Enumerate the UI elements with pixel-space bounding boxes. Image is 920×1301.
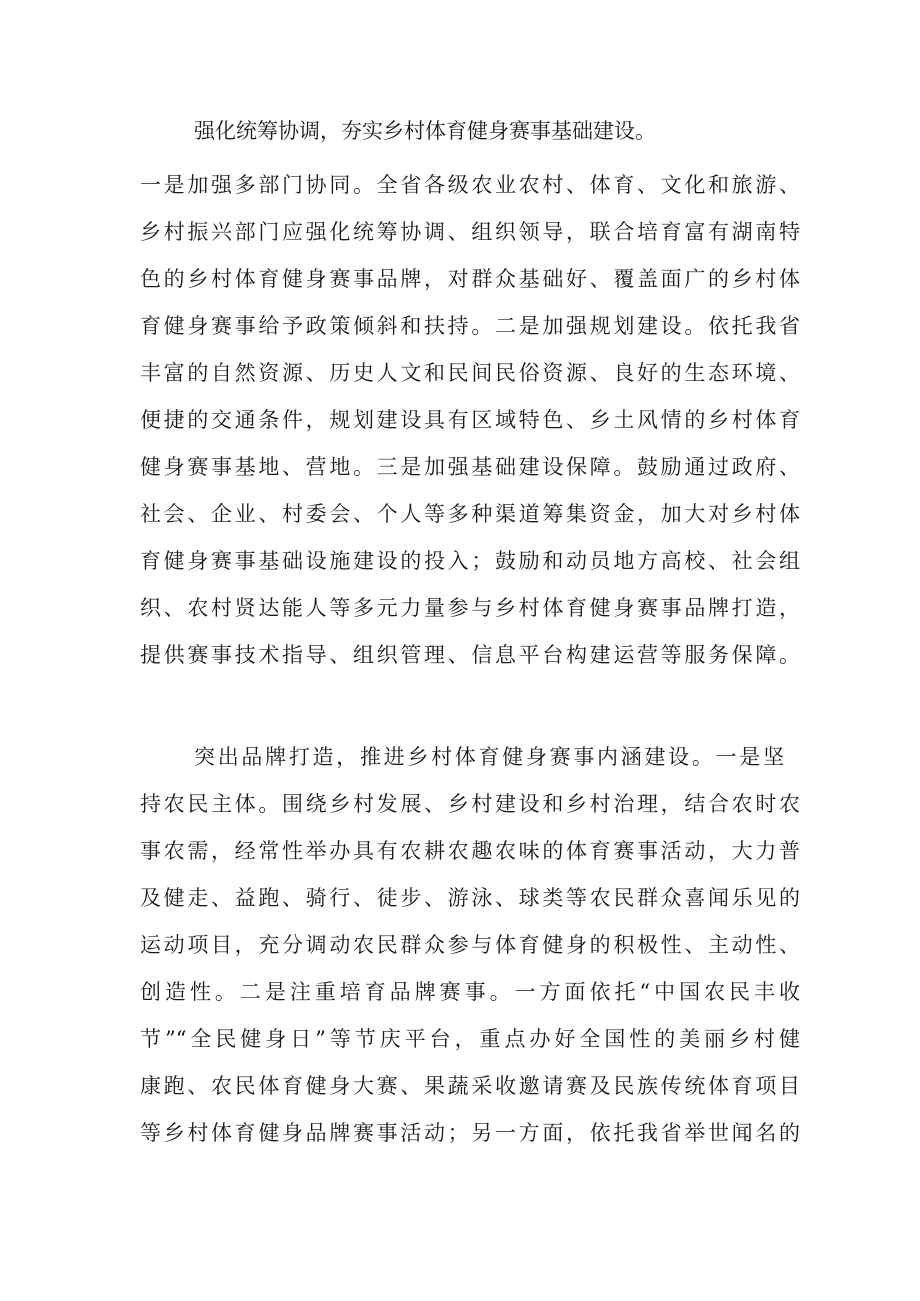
section1-line-11: 提供赛事技术指导、组织管理、信息平台构建运营等服务保障。	[140, 643, 800, 667]
section1-line-6: 便捷的交通条件，规划建设具有区域特色、乡土风情的乡村体育	[140, 408, 800, 432]
section1-line-7: 健身赛事基地、营地。三是加强基础建设保障。鼓励通过政府、	[140, 455, 800, 479]
section2-line-7: 节”“全民健身日”等节庆平台，重点办好全国性的美丽乡村健	[140, 1027, 800, 1051]
section2-line-9: 等乡村体育健身品牌赛事活动；另一方面，依托我省举世闻名的	[140, 1121, 800, 1145]
section2-line-3: 事农需，经常性举办具有农耕农趣农味的体育赛事活动，大力普	[140, 839, 800, 863]
section2-line-1: 突出品牌打造，推进乡村体育健身赛事内涵建设。一是坚	[194, 745, 784, 769]
section1-line-3: 色的乡村体育健身赛事品牌，对群众基础好、覆盖面广的乡村体	[140, 267, 800, 291]
section2-line-5: 运动项目，充分调动农民群众参与体育健身的积极性、主动性、	[140, 933, 800, 957]
section1-line-10: 织、农村贤达能人等多元力量参与乡村体育健身赛事品牌打造，	[140, 596, 800, 620]
section1-line-8: 社会、企业、村委会、个人等多种渠道筹集资金，加大对乡村体	[140, 502, 800, 526]
section1-heading: 强化统筹协调，夯实乡村体育健身赛事基础建设。	[194, 119, 656, 143]
section1-line-2: 乡村振兴部门应强化统筹协调、组织领导，联合培育富有湖南特	[140, 220, 800, 244]
section2-line-6: 创造性。二是注重培育品牌赛事。一方面依托“中国农民丰收	[140, 980, 800, 1004]
section1-line-4: 育健身赛事给予政策倾斜和扶持。二是加强规划建设。依托我省	[140, 314, 800, 338]
section1-line-1: 一是加强多部门协同。全省各级农业农村、体育、文化和旅游、	[140, 173, 800, 197]
section2-line-2: 持农民主体。围绕乡村发展、乡村建设和乡村治理，结合农时农	[140, 792, 800, 816]
section2-line-8: 康跑、农民体育健身大赛、果蔬采收邀请赛及民族传统体育项目	[140, 1074, 800, 1098]
section1-line-5: 丰富的自然资源、历史人文和民间民俗资源、良好的生态环境、	[140, 361, 800, 385]
section1-line-9: 育健身赛事基础设施建设的投入；鼓励和动员地方高校、社会组	[140, 549, 800, 573]
section2-line-4: 及健走、益跑、骑行、徒步、游泳、球类等农民群众喜闻乐见的	[140, 886, 800, 910]
